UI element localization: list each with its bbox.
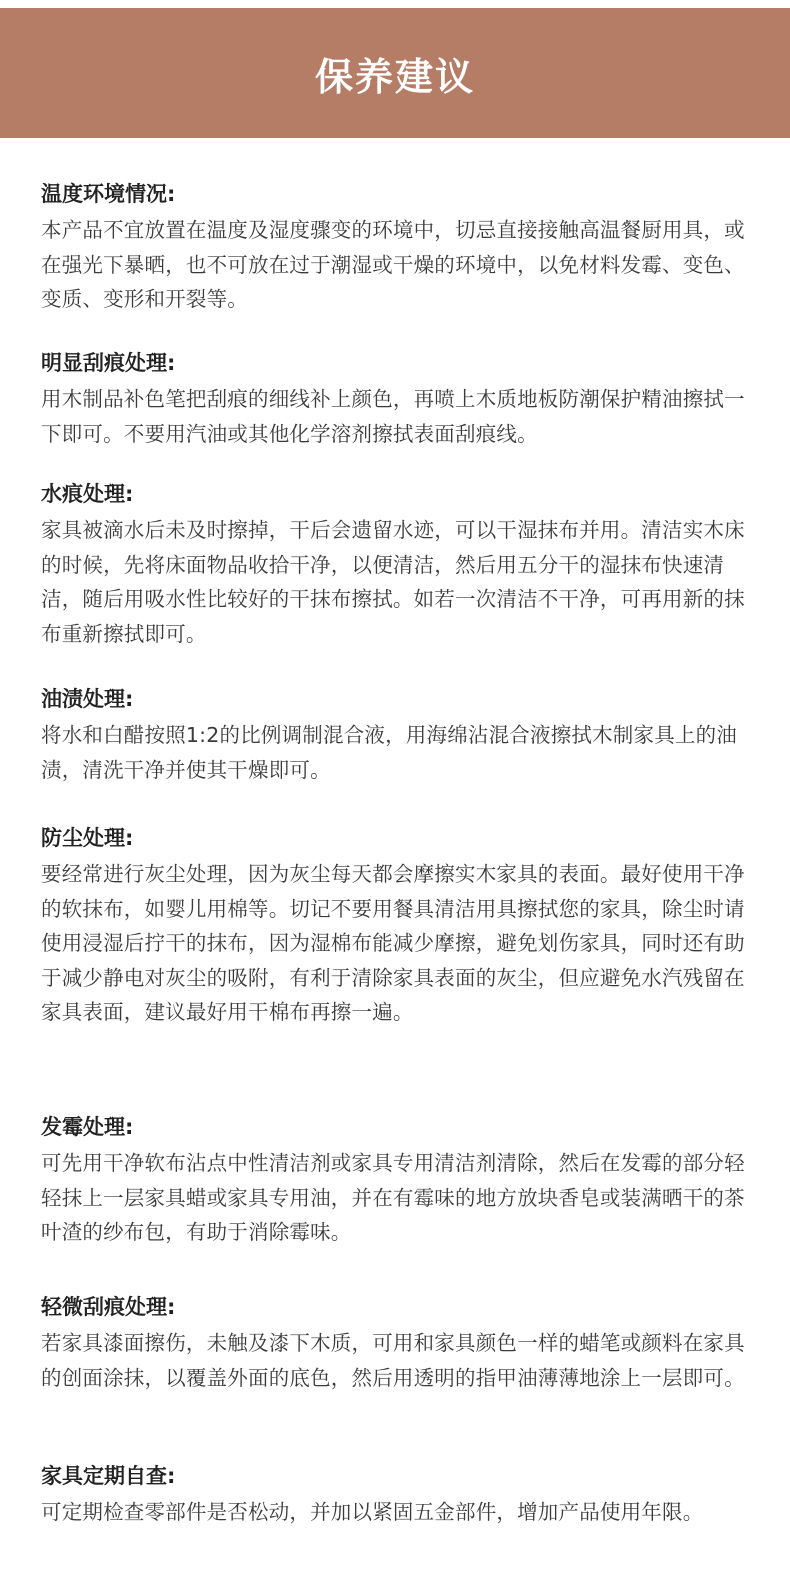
section-regular-check <box>41 1459 751 1530</box>
section-heading: 油渍处理: <box>41 687 134 711</box>
section-oil-stain <box>41 682 751 787</box>
section-light-scratch <box>41 1290 751 1395</box>
section-body: 家具被滴水后未及时擦掉，干后会遗留水迹，可以干湿抹布并用。清洁实木床的时候，先将床面物品收拾干净，以便清洁，然后用五分干的湿抹布快速清洁，随后用吸水性比较好的干抹布擦拭。如若一次清洁不干净，可再用新的抹布重新擦拭即可。 <box>41 518 745 646</box>
section-body: 本产品不宜放置在温度及湿度骤变的环境中，切忌直接接触高温餐厨用具，或在强光下暴晒，也不可放在过于潮湿或干燥的环境中，以免材料发霉、变色、变质、变形和开裂等。 <box>41 218 745 311</box>
section-body: 要经常进行灰尘处理，因为灰尘每天都会摩擦实木家具的表面。最好使用干净的软抹布，如婴儿用棉等。切记不要用餐具清洁用具擦拭您的家具，除尘时请使用浸湿后拧干的抹布，因为湿棉布能减少摩擦，避免划伤家具，同时还有助于减少静电对灰尘的吸附，有利于清除家具表面的灰尘，但应避免水汽残留在家具表面，建议最好用干棉布再擦一遍。 <box>41 862 745 1024</box>
section-body: 用木制品补色笔把刮痕的细线补上颜色，再喷上木质地板防潮保护精油擦拭一下即可。不要用汽油或其他化学溶剂擦拭表面刮痕线。 <box>41 387 745 446</box>
top-spacer <box>0 0 790 8</box>
section-heading: 轻微刮痕处理: <box>41 1295 176 1319</box>
section-heading: 防尘处理: <box>41 826 134 850</box>
section-heading: 水痕处理: <box>41 482 134 506</box>
section-heading: 明显刮痕处理: <box>41 351 176 375</box>
section-heading: 温度环境情况: <box>41 182 176 206</box>
section-temperature <box>41 177 751 317</box>
section-heading: 发霉处理: <box>41 1115 134 1139</box>
section-water-mark <box>41 477 751 651</box>
section-mildew <box>41 1110 751 1250</box>
section-body: 可先用干净软布沾点中性清洁剂或家具专用清洁剂清除，然后在发霉的部分轻轻抹上一层家具蜡或家具专用油，并在有霉味的地方放块香皂或装满晒干的茶叶渣的纱布包，有助于消除霉味。 <box>41 1151 745 1244</box>
page-title: 保养建议 <box>314 54 475 99</box>
section-heading: 家具定期自查: <box>41 1464 176 1488</box>
section-body: 可定期检查零部件是否松动，并加以紧固五金部件，增加产品使用年限。 <box>41 1500 704 1524</box>
section-body: 若家具漆面擦伤，未触及漆下木质，可用和家具颜色一样的蜡笔或颜料在家具的创面涂抹，以覆盖外面的底色，然后用透明的指甲油薄薄地涂上一层即可。 <box>41 1331 745 1390</box>
section-obvious-scratch <box>41 346 751 451</box>
section-body: 将水和白醋按照1:2的比例调制混合液，用海绵沾混合液擦拭木制家具上的油渍，清洗干净并使其干燥即可。 <box>41 723 737 782</box>
page-header <box>0 8 790 138</box>
section-dust <box>41 821 751 1030</box>
